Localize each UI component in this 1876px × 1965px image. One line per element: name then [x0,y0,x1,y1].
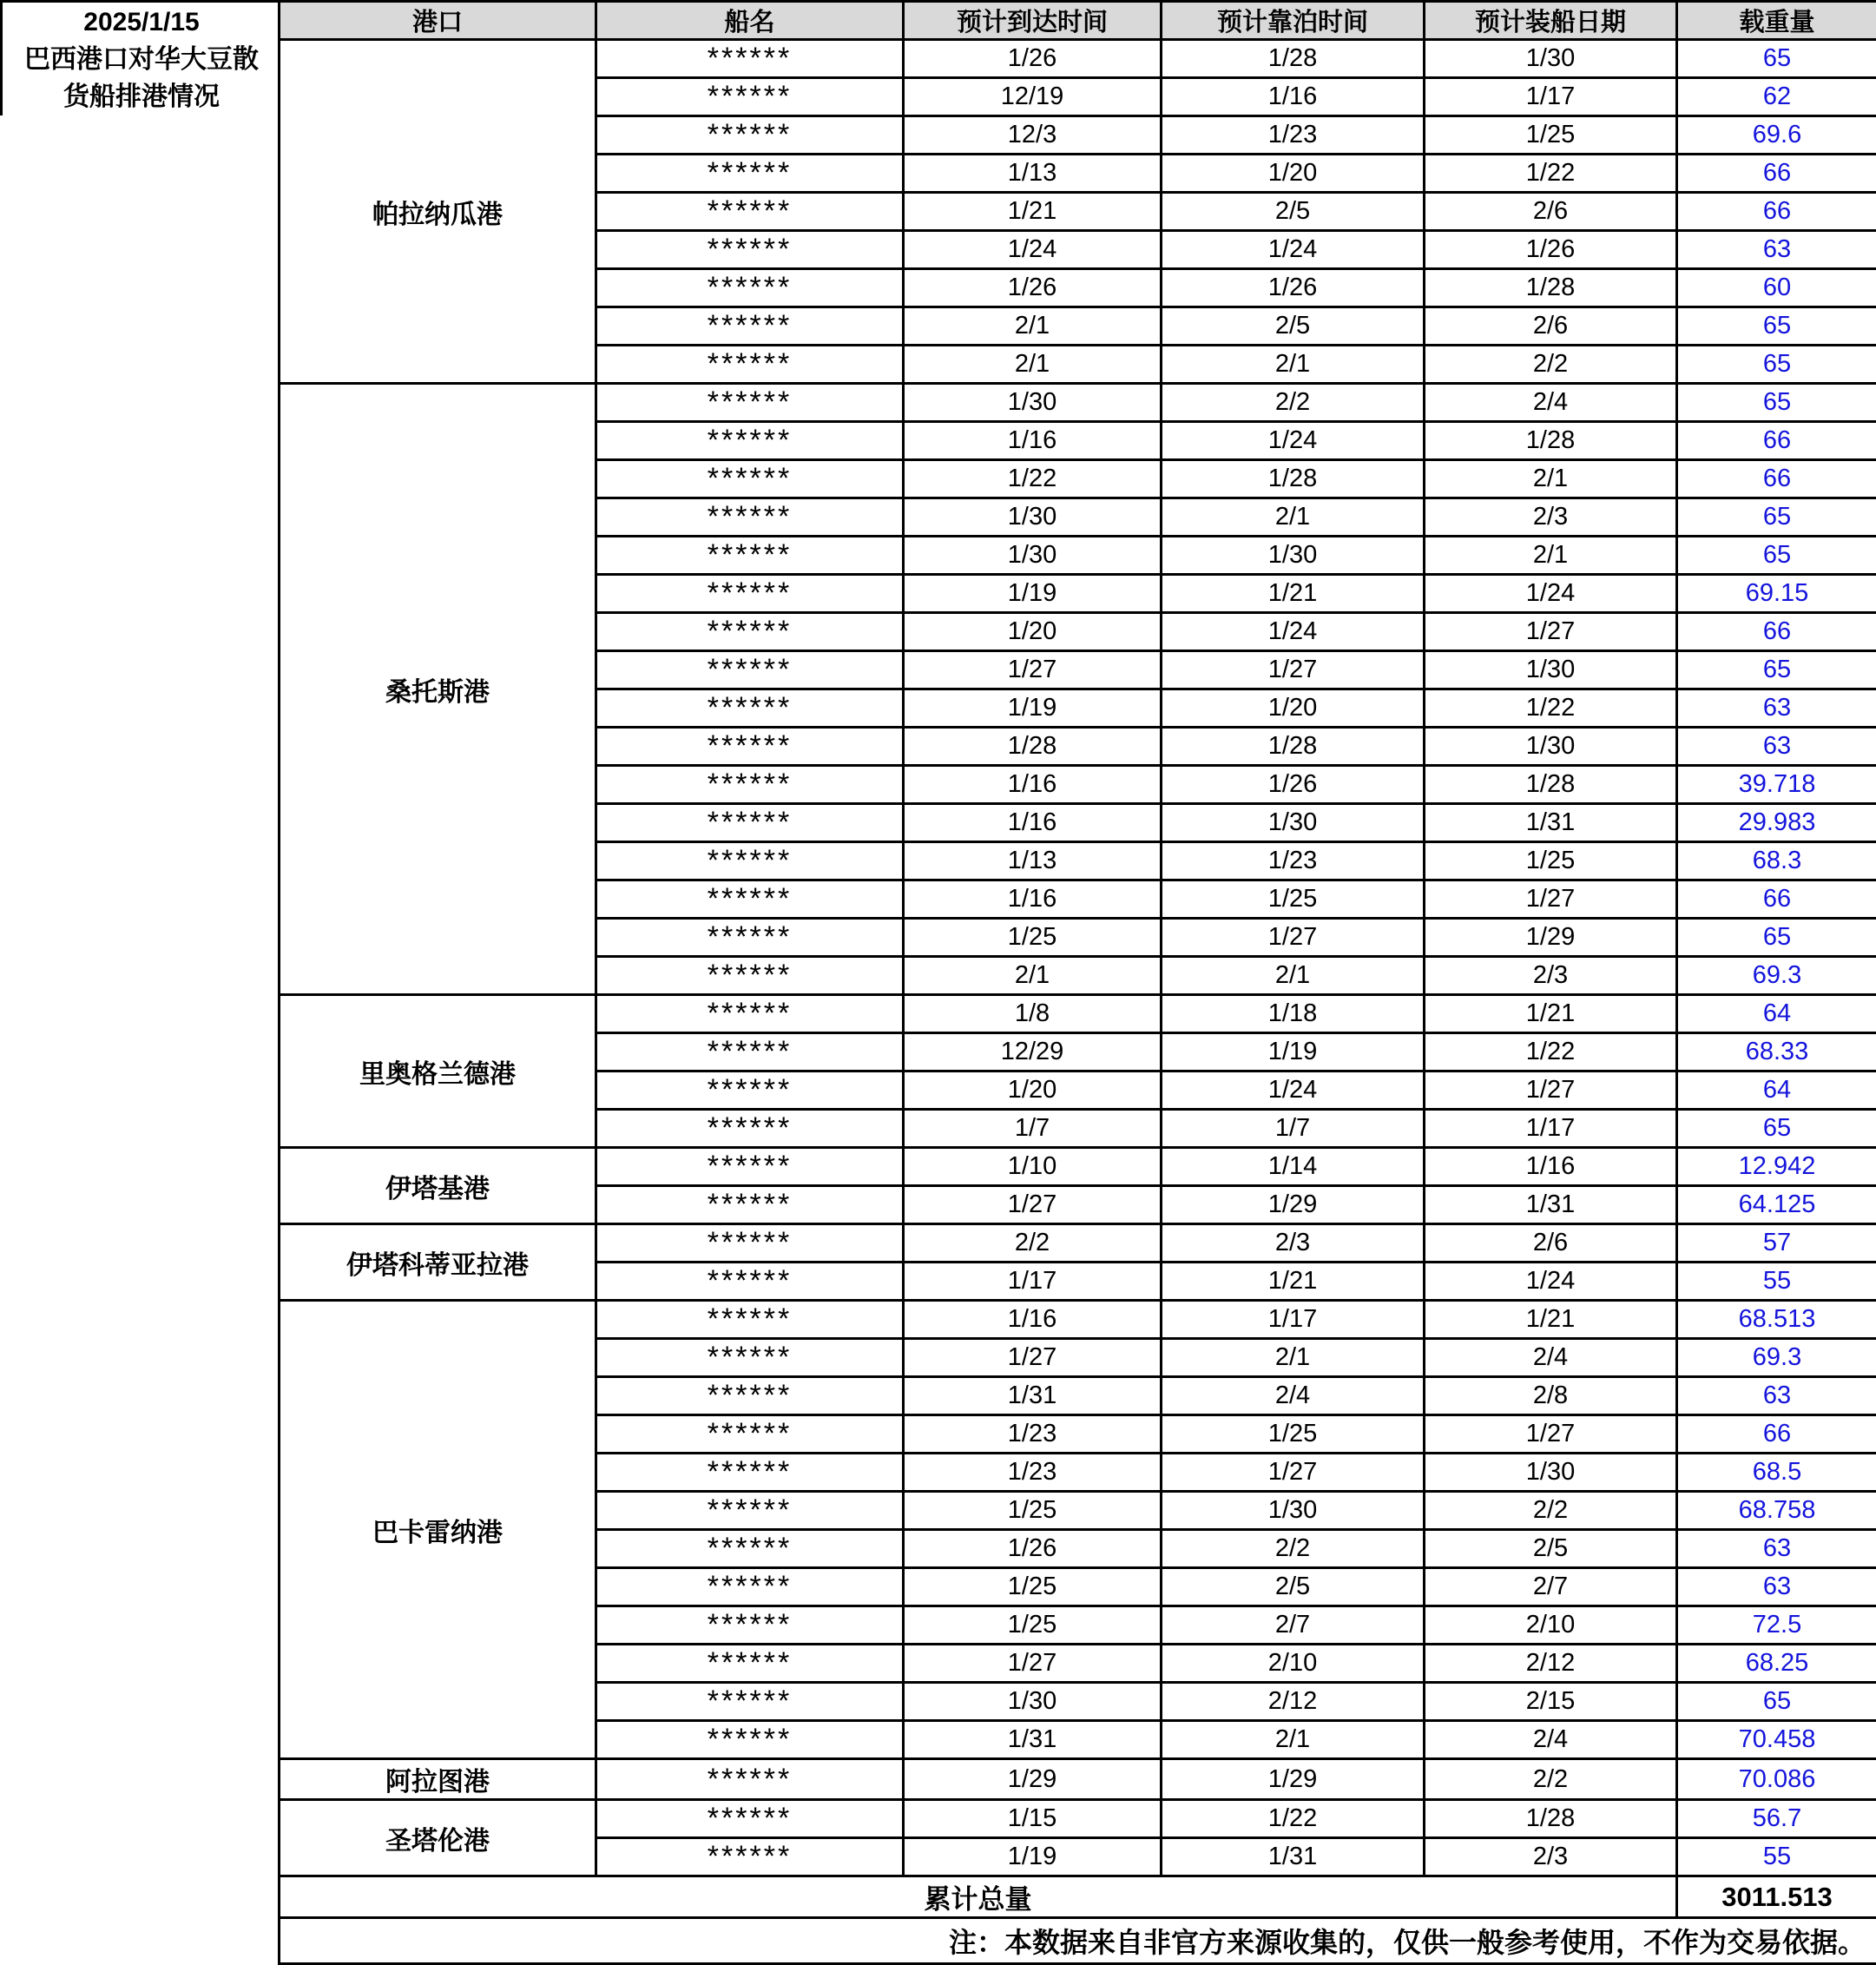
berth-cell: 1/27 [1162,919,1425,957]
eta-cell: 1/27 [904,1645,1162,1683]
dwt-cell: 68.33 [1677,1033,1876,1072]
ship-name-cell: ****** [596,1721,904,1759]
eta-cell: 1/23 [904,1415,1162,1454]
dwt-cell: 64.125 [1677,1186,1876,1224]
ship-name-cell: ****** [596,804,904,842]
eta-cell: 1/15 [904,1800,1162,1838]
dwt-cell: 65 [1677,919,1876,957]
report-title-block [0,0,280,115]
dwt-cell: 63 [1677,1530,1876,1568]
column-header-berth-time: 预计靠泊时间 [1162,2,1425,40]
berth-cell: 1/16 [1162,78,1425,116]
dwt-cell: 57 [1677,1224,1876,1263]
port-cell: 帕拉纳瓜港 [280,40,596,384]
load-date-cell: 1/22 [1425,689,1677,728]
eta-cell: 1/17 [904,1263,1162,1301]
dwt-cell: 66 [1677,193,1876,231]
ship-name-cell: ****** [596,1148,904,1186]
port-cell: 伊塔科蒂亚拉港 [280,1224,596,1301]
ship-name-cell: ****** [596,269,904,307]
berth-cell: 1/22 [1162,1800,1425,1838]
load-date-cell: 2/4 [1425,1339,1677,1377]
eta-cell: 2/1 [904,346,1162,384]
ship-name-cell: ****** [596,155,904,193]
berth-cell: 1/24 [1162,613,1425,651]
load-date-cell: 1/22 [1425,155,1677,193]
berth-cell: 1/28 [1162,40,1425,78]
ship-name-cell: ****** [596,1377,904,1415]
load-date-cell: 1/29 [1425,919,1677,957]
ship-name-cell: ****** [596,1186,904,1224]
dwt-cell: 64 [1677,995,1876,1033]
ship-name-cell: ****** [596,1838,904,1876]
load-date-cell: 2/2 [1425,1759,1677,1800]
dwt-cell: 39.718 [1677,766,1876,804]
ship-name-cell: ****** [596,995,904,1033]
table-row [280,1800,1876,1838]
report-date: 2025/1/15 [83,3,199,41]
table-row [280,1148,1876,1186]
total-row [280,1876,1876,1918]
column-header-ship-name: 船名 [596,2,904,40]
ship-name-cell: ****** [596,1263,904,1301]
dwt-cell: 72.5 [1677,1606,1876,1645]
ship-name-cell: ****** [596,919,904,957]
dwt-cell: 69.15 [1677,575,1876,613]
eta-cell: 1/10 [904,1148,1162,1186]
berth-cell: 2/5 [1162,307,1425,346]
eta-cell: 1/21 [904,193,1162,231]
ship-name-cell: ****** [596,346,904,384]
dwt-cell: 66 [1677,880,1876,919]
eta-cell: 1/16 [904,422,1162,460]
dwt-cell: 65 [1677,384,1876,422]
dwt-cell: 63 [1677,728,1876,766]
berth-cell: 2/2 [1162,384,1425,422]
eta-cell: 2/1 [904,307,1162,346]
table-row [280,40,1876,78]
eta-cell: 1/19 [904,689,1162,728]
berth-cell: 1/31 [1162,1838,1425,1876]
eta-cell: 1/16 [904,766,1162,804]
dwt-cell: 70.086 [1677,1759,1876,1800]
berth-cell: 2/3 [1162,1224,1425,1263]
berth-cell: 2/5 [1162,193,1425,231]
ship-name-cell: ****** [596,1568,904,1606]
ship-name-cell: ****** [596,1683,904,1721]
dwt-cell: 68.25 [1677,1645,1876,1683]
load-date-cell: 2/5 [1425,1530,1677,1568]
berth-cell: 1/27 [1162,1454,1425,1492]
dwt-cell: 65 [1677,1110,1876,1148]
dwt-cell: 65 [1677,651,1876,689]
load-date-cell: 2/4 [1425,1721,1677,1759]
ship-name-cell: ****** [596,498,904,537]
load-date-cell: 2/6 [1425,193,1677,231]
ship-name-cell: ****** [596,689,904,728]
eta-cell: 1/28 [904,728,1162,766]
ship-name-cell: ****** [596,575,904,613]
ship-name-cell: ****** [596,766,904,804]
eta-cell: 12/19 [904,78,1162,116]
column-header-eta: 预计到达时间 [904,2,1162,40]
report-title-line2: 货船排港情况 [63,78,220,115]
port-cell: 里奥格兰德港 [280,995,596,1148]
berth-cell: 1/20 [1162,155,1425,193]
column-header-load-date: 预计装船日期 [1425,2,1677,40]
ship-name-cell: ****** [596,880,904,919]
load-date-cell: 1/30 [1425,1454,1677,1492]
eta-cell: 2/2 [904,1224,1162,1263]
ship-name-cell: ****** [596,842,904,880]
berth-cell: 2/7 [1162,1606,1425,1645]
ship-name-cell: ****** [596,1606,904,1645]
berth-cell: 1/7 [1162,1110,1425,1148]
table-row [280,384,1876,422]
berth-cell: 1/25 [1162,1415,1425,1454]
table-row [280,1759,1876,1800]
eta-cell: 1/31 [904,1721,1162,1759]
load-date-cell: 2/1 [1425,537,1677,575]
load-date-cell: 2/1 [1425,460,1677,498]
berth-cell: 1/23 [1162,842,1425,880]
dwt-cell: 65 [1677,537,1876,575]
berth-cell: 1/21 [1162,1263,1425,1301]
port-schedule-table [278,0,1876,1965]
load-date-cell: 1/24 [1425,1263,1677,1301]
ship-name-cell: ****** [596,460,904,498]
ship-name-cell: ****** [596,1301,904,1339]
dwt-cell: 66 [1677,460,1876,498]
ship-name-cell: ****** [596,1492,904,1530]
ship-name-cell: ****** [596,307,904,346]
load-date-cell: 1/27 [1425,880,1677,919]
eta-cell: 1/30 [904,1683,1162,1721]
load-date-cell: 1/30 [1425,728,1677,766]
berth-cell: 2/1 [1162,1721,1425,1759]
eta-cell: 1/13 [904,155,1162,193]
load-date-cell: 2/6 [1425,1224,1677,1263]
eta-cell: 1/30 [904,537,1162,575]
eta-cell: 1/23 [904,1454,1162,1492]
ship-name-cell: ****** [596,957,904,995]
eta-cell: 1/19 [904,575,1162,613]
ship-name-cell: ****** [596,1072,904,1110]
dwt-cell: 68.513 [1677,1301,1876,1339]
dwt-cell: 12.942 [1677,1148,1876,1186]
load-date-cell: 1/28 [1425,269,1677,307]
load-date-cell: 1/24 [1425,575,1677,613]
dwt-cell: 64 [1677,1072,1876,1110]
dwt-cell: 56.7 [1677,1800,1876,1838]
note-row [280,1918,1876,1964]
port-cell: 桑托斯港 [280,384,596,995]
berth-cell: 1/18 [1162,995,1425,1033]
column-header-port: 港口 [280,2,596,40]
eta-cell: 1/7 [904,1110,1162,1148]
dwt-cell: 62 [1677,78,1876,116]
berth-cell: 1/26 [1162,269,1425,307]
eta-cell: 1/19 [904,1838,1162,1876]
ship-name-cell: ****** [596,40,904,78]
load-date-cell: 2/7 [1425,1568,1677,1606]
ship-name-cell: ****** [596,116,904,155]
dwt-cell: 55 [1677,1263,1876,1301]
ship-name-cell: ****** [596,1454,904,1492]
berth-cell: 1/23 [1162,116,1425,155]
dwt-cell: 65 [1677,307,1876,346]
ship-name-cell: ****** [596,1759,904,1800]
eta-cell: 1/29 [904,1759,1162,1800]
berth-cell: 1/30 [1162,1492,1425,1530]
header-row [280,2,1876,40]
dwt-cell: 68.758 [1677,1492,1876,1530]
berth-cell: 1/30 [1162,537,1425,575]
load-date-cell: 2/6 [1425,307,1677,346]
port-cell: 伊塔基港 [280,1148,596,1224]
load-date-cell: 2/2 [1425,346,1677,384]
load-date-cell: 1/31 [1425,804,1677,842]
table-row [280,1224,1876,1263]
berth-cell: 1/30 [1162,804,1425,842]
berth-cell: 2/1 [1162,1339,1425,1377]
dwt-cell: 66 [1677,155,1876,193]
ship-name-cell: ****** [596,1800,904,1838]
dwt-cell: 55 [1677,1838,1876,1876]
dwt-cell: 65 [1677,346,1876,384]
eta-cell: 1/30 [904,498,1162,537]
eta-cell: 1/20 [904,613,1162,651]
eta-cell: 12/3 [904,116,1162,155]
table-row [280,995,1876,1033]
eta-cell: 1/27 [904,1186,1162,1224]
dwt-cell: 63 [1677,1377,1876,1415]
berth-cell: 2/4 [1162,1377,1425,1415]
ship-name-cell: ****** [596,1033,904,1072]
berth-cell: 1/28 [1162,460,1425,498]
load-date-cell: 2/15 [1425,1683,1677,1721]
load-date-cell: 1/26 [1425,231,1677,269]
ship-name-cell: ****** [596,728,904,766]
ship-name-cell: ****** [596,613,904,651]
dwt-cell: 65 [1677,40,1876,78]
dwt-cell: 69.6 [1677,116,1876,155]
load-date-cell: 2/3 [1425,498,1677,537]
port-cell: 圣塔伦港 [280,1800,596,1876]
eta-cell: 1/16 [904,804,1162,842]
eta-cell: 1/8 [904,995,1162,1033]
eta-cell: 1/26 [904,40,1162,78]
eta-cell: 1/22 [904,460,1162,498]
ship-name-cell: ****** [596,1224,904,1263]
eta-cell: 2/1 [904,957,1162,995]
berth-cell: 1/14 [1162,1148,1425,1186]
port-cell: 阿拉图港 [280,1759,596,1800]
eta-cell: 1/30 [904,384,1162,422]
dwt-cell: 60 [1677,269,1876,307]
ship-name-cell: ****** [596,422,904,460]
berth-cell: 1/29 [1162,1759,1425,1800]
load-date-cell: 1/25 [1425,842,1677,880]
berth-cell: 1/19 [1162,1033,1425,1072]
berth-cell: 1/24 [1162,422,1425,460]
eta-cell: 1/16 [904,880,1162,919]
dwt-cell: 68.5 [1677,1454,1876,1492]
column-header-deadweight: 载重量 [1677,2,1876,40]
load-date-cell: 2/3 [1425,957,1677,995]
eta-cell: 1/27 [904,651,1162,689]
berth-cell: 2/10 [1162,1645,1425,1683]
load-date-cell: 1/27 [1425,1415,1677,1454]
dwt-cell: 65 [1677,1683,1876,1721]
berth-cell: 1/20 [1162,689,1425,728]
berth-cell: 2/2 [1162,1530,1425,1568]
table-row [280,1301,1876,1339]
eta-cell: 1/13 [904,842,1162,880]
berth-cell: 1/28 [1162,728,1425,766]
eta-cell: 1/24 [904,231,1162,269]
table-body [280,40,1876,1876]
load-date-cell: 1/21 [1425,1301,1677,1339]
berth-cell: 1/21 [1162,575,1425,613]
berth-cell: 2/1 [1162,498,1425,537]
eta-cell: 1/25 [904,1568,1162,1606]
load-date-cell: 1/28 [1425,422,1677,460]
load-date-cell: 2/2 [1425,1492,1677,1530]
berth-cell: 1/17 [1162,1301,1425,1339]
berth-cell: 1/24 [1162,1072,1425,1110]
load-date-cell: 1/17 [1425,78,1677,116]
ship-name-cell: ****** [596,231,904,269]
port-cell: 巴卡雷纳港 [280,1301,596,1759]
dwt-cell: 65 [1677,498,1876,537]
berth-cell: 1/29 [1162,1186,1425,1224]
report-title-line1: 巴西港口对华大豆散 [24,41,259,78]
dwt-cell: 68.3 [1677,842,1876,880]
ship-name-cell: ****** [596,537,904,575]
ship-name-cell: ****** [596,193,904,231]
berth-cell: 1/24 [1162,231,1425,269]
dwt-cell: 66 [1677,1415,1876,1454]
berth-cell: 1/26 [1162,766,1425,804]
ship-name-cell: ****** [596,1415,904,1454]
load-date-cell: 1/25 [1425,116,1677,155]
berth-cell: 2/12 [1162,1683,1425,1721]
ship-name-cell: ****** [596,78,904,116]
eta-cell: 1/25 [904,1606,1162,1645]
ship-name-cell: ****** [596,651,904,689]
berth-cell: 2/1 [1162,346,1425,384]
load-date-cell: 1/30 [1425,651,1677,689]
eta-cell: 1/25 [904,1492,1162,1530]
total-label: 累计总量 [280,1876,1677,1918]
dwt-cell: 70.458 [1677,1721,1876,1759]
ship-name-cell: ****** [596,384,904,422]
eta-cell: 1/20 [904,1072,1162,1110]
ship-name-cell: ****** [596,1110,904,1148]
eta-cell: 1/16 [904,1301,1162,1339]
ship-name-cell: ****** [596,1530,904,1568]
load-date-cell: 1/17 [1425,1110,1677,1148]
eta-cell: 1/31 [904,1377,1162,1415]
load-date-cell: 1/27 [1425,613,1677,651]
eta-cell: 12/29 [904,1033,1162,1072]
dwt-cell: 29.983 [1677,804,1876,842]
eta-cell: 1/27 [904,1339,1162,1377]
dwt-cell: 63 [1677,231,1876,269]
load-date-cell: 1/30 [1425,40,1677,78]
dwt-cell: 66 [1677,613,1876,651]
berth-cell: 2/5 [1162,1568,1425,1606]
load-date-cell: 1/21 [1425,995,1677,1033]
load-date-cell: 2/3 [1425,1838,1677,1876]
load-date-cell: 1/16 [1425,1148,1677,1186]
load-date-cell: 1/31 [1425,1186,1677,1224]
dwt-cell: 63 [1677,689,1876,728]
berth-cell: 1/25 [1162,880,1425,919]
load-date-cell: 1/28 [1425,766,1677,804]
load-date-cell: 1/22 [1425,1033,1677,1072]
disclaimer-note: 注：本数据来自非官方来源收集的，仅供一般参考使用，不作为交易依据。 [280,1918,1876,1964]
berth-cell: 1/27 [1162,651,1425,689]
ship-name-cell: ****** [596,1645,904,1683]
load-date-cell: 1/28 [1425,1800,1677,1838]
eta-cell: 1/26 [904,1530,1162,1568]
dwt-cell: 69.3 [1677,957,1876,995]
eta-cell: 1/25 [904,919,1162,957]
dwt-cell: 66 [1677,422,1876,460]
load-date-cell: 2/12 [1425,1645,1677,1683]
ship-name-cell: ****** [596,1339,904,1377]
load-date-cell: 2/10 [1425,1606,1677,1645]
load-date-cell: 2/8 [1425,1377,1677,1415]
total-value: 3011.513 [1677,1876,1876,1918]
load-date-cell: 1/27 [1425,1072,1677,1110]
eta-cell: 1/26 [904,269,1162,307]
dwt-cell: 69.3 [1677,1339,1876,1377]
load-date-cell: 2/4 [1425,384,1677,422]
dwt-cell: 63 [1677,1568,1876,1606]
berth-cell: 2/1 [1162,957,1425,995]
